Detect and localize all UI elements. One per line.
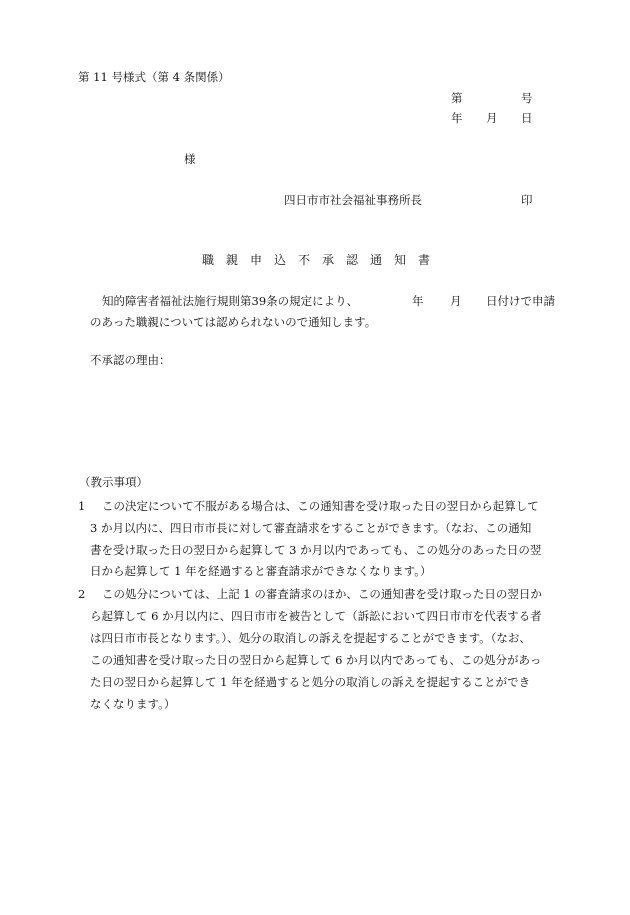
issuer-seal: 印 <box>521 193 533 207</box>
item2-line: た日の翌日から起算して 1 年を経過すると処分の取消しの訴えを提起することができ <box>90 675 531 689</box>
item2-line: この処分については、上記 1 の審査請求のほか、この通知書を受け取った日の翌日か <box>102 587 542 601</box>
body-line1-b: 日付けで申請 <box>486 294 555 308</box>
doc-number-dai: 第 <box>451 91 463 105</box>
doc-number-go: 号 <box>521 91 533 105</box>
document-title: 職 親 申 込 不 承 認 通 知 書 <box>202 253 431 267</box>
item1-line: 3 か月以内に、四日市市長に対して審査請求をすることができます。（なお、この通知 <box>90 521 532 535</box>
date-day: 日 <box>521 111 533 125</box>
item1-number: 1 <box>78 499 86 513</box>
item1-line: 日から起算して 1 年を経過すると審査請求ができなくなります。） <box>90 564 432 578</box>
date-year: 年 <box>451 111 463 125</box>
item1-line: 書を受け取った日の翌日から起算して 3 か月以内であっても、この処分のあった日の翌 <box>90 543 542 557</box>
item2-line: ら起算して 6 か月以内に、四日市市を被告として（訴訟において四日市市を代表する者 <box>90 609 542 623</box>
body-line1-a: 知的障害者福祉法施行規則第39条の規定により、 <box>102 294 359 308</box>
item2-number: 2 <box>78 587 86 601</box>
reason-label: 不承認の理由： <box>90 353 171 367</box>
body-line2: のあった職親については認められないので通知します。 <box>90 315 377 329</box>
item2-line: この通知書を受け取った日の翌日から起算して 6 か月以内であっても、この処分があっ <box>90 653 542 667</box>
form-label: 第 11 号様式（第 4 条関係） <box>78 70 230 84</box>
item2-line: は四日市市長となります。）、処分の取消しの訴えを提起することができます。（なお、 <box>90 631 531 645</box>
date-month: 月 <box>486 111 498 125</box>
item2-line: なくなります。） <box>90 697 176 711</box>
instruction-heading: （教示事項） <box>79 475 148 489</box>
issuer-name: 四日市市社会福祉事務所長 <box>284 193 422 207</box>
body-line1-year: 年 <box>412 294 424 308</box>
body-line1-month: 月 <box>450 294 462 308</box>
recipient-sama: 様 <box>184 152 196 166</box>
item1-line: この決定について不服がある場合は、この通知書を受け取った日の翌日から起算して <box>102 499 539 513</box>
